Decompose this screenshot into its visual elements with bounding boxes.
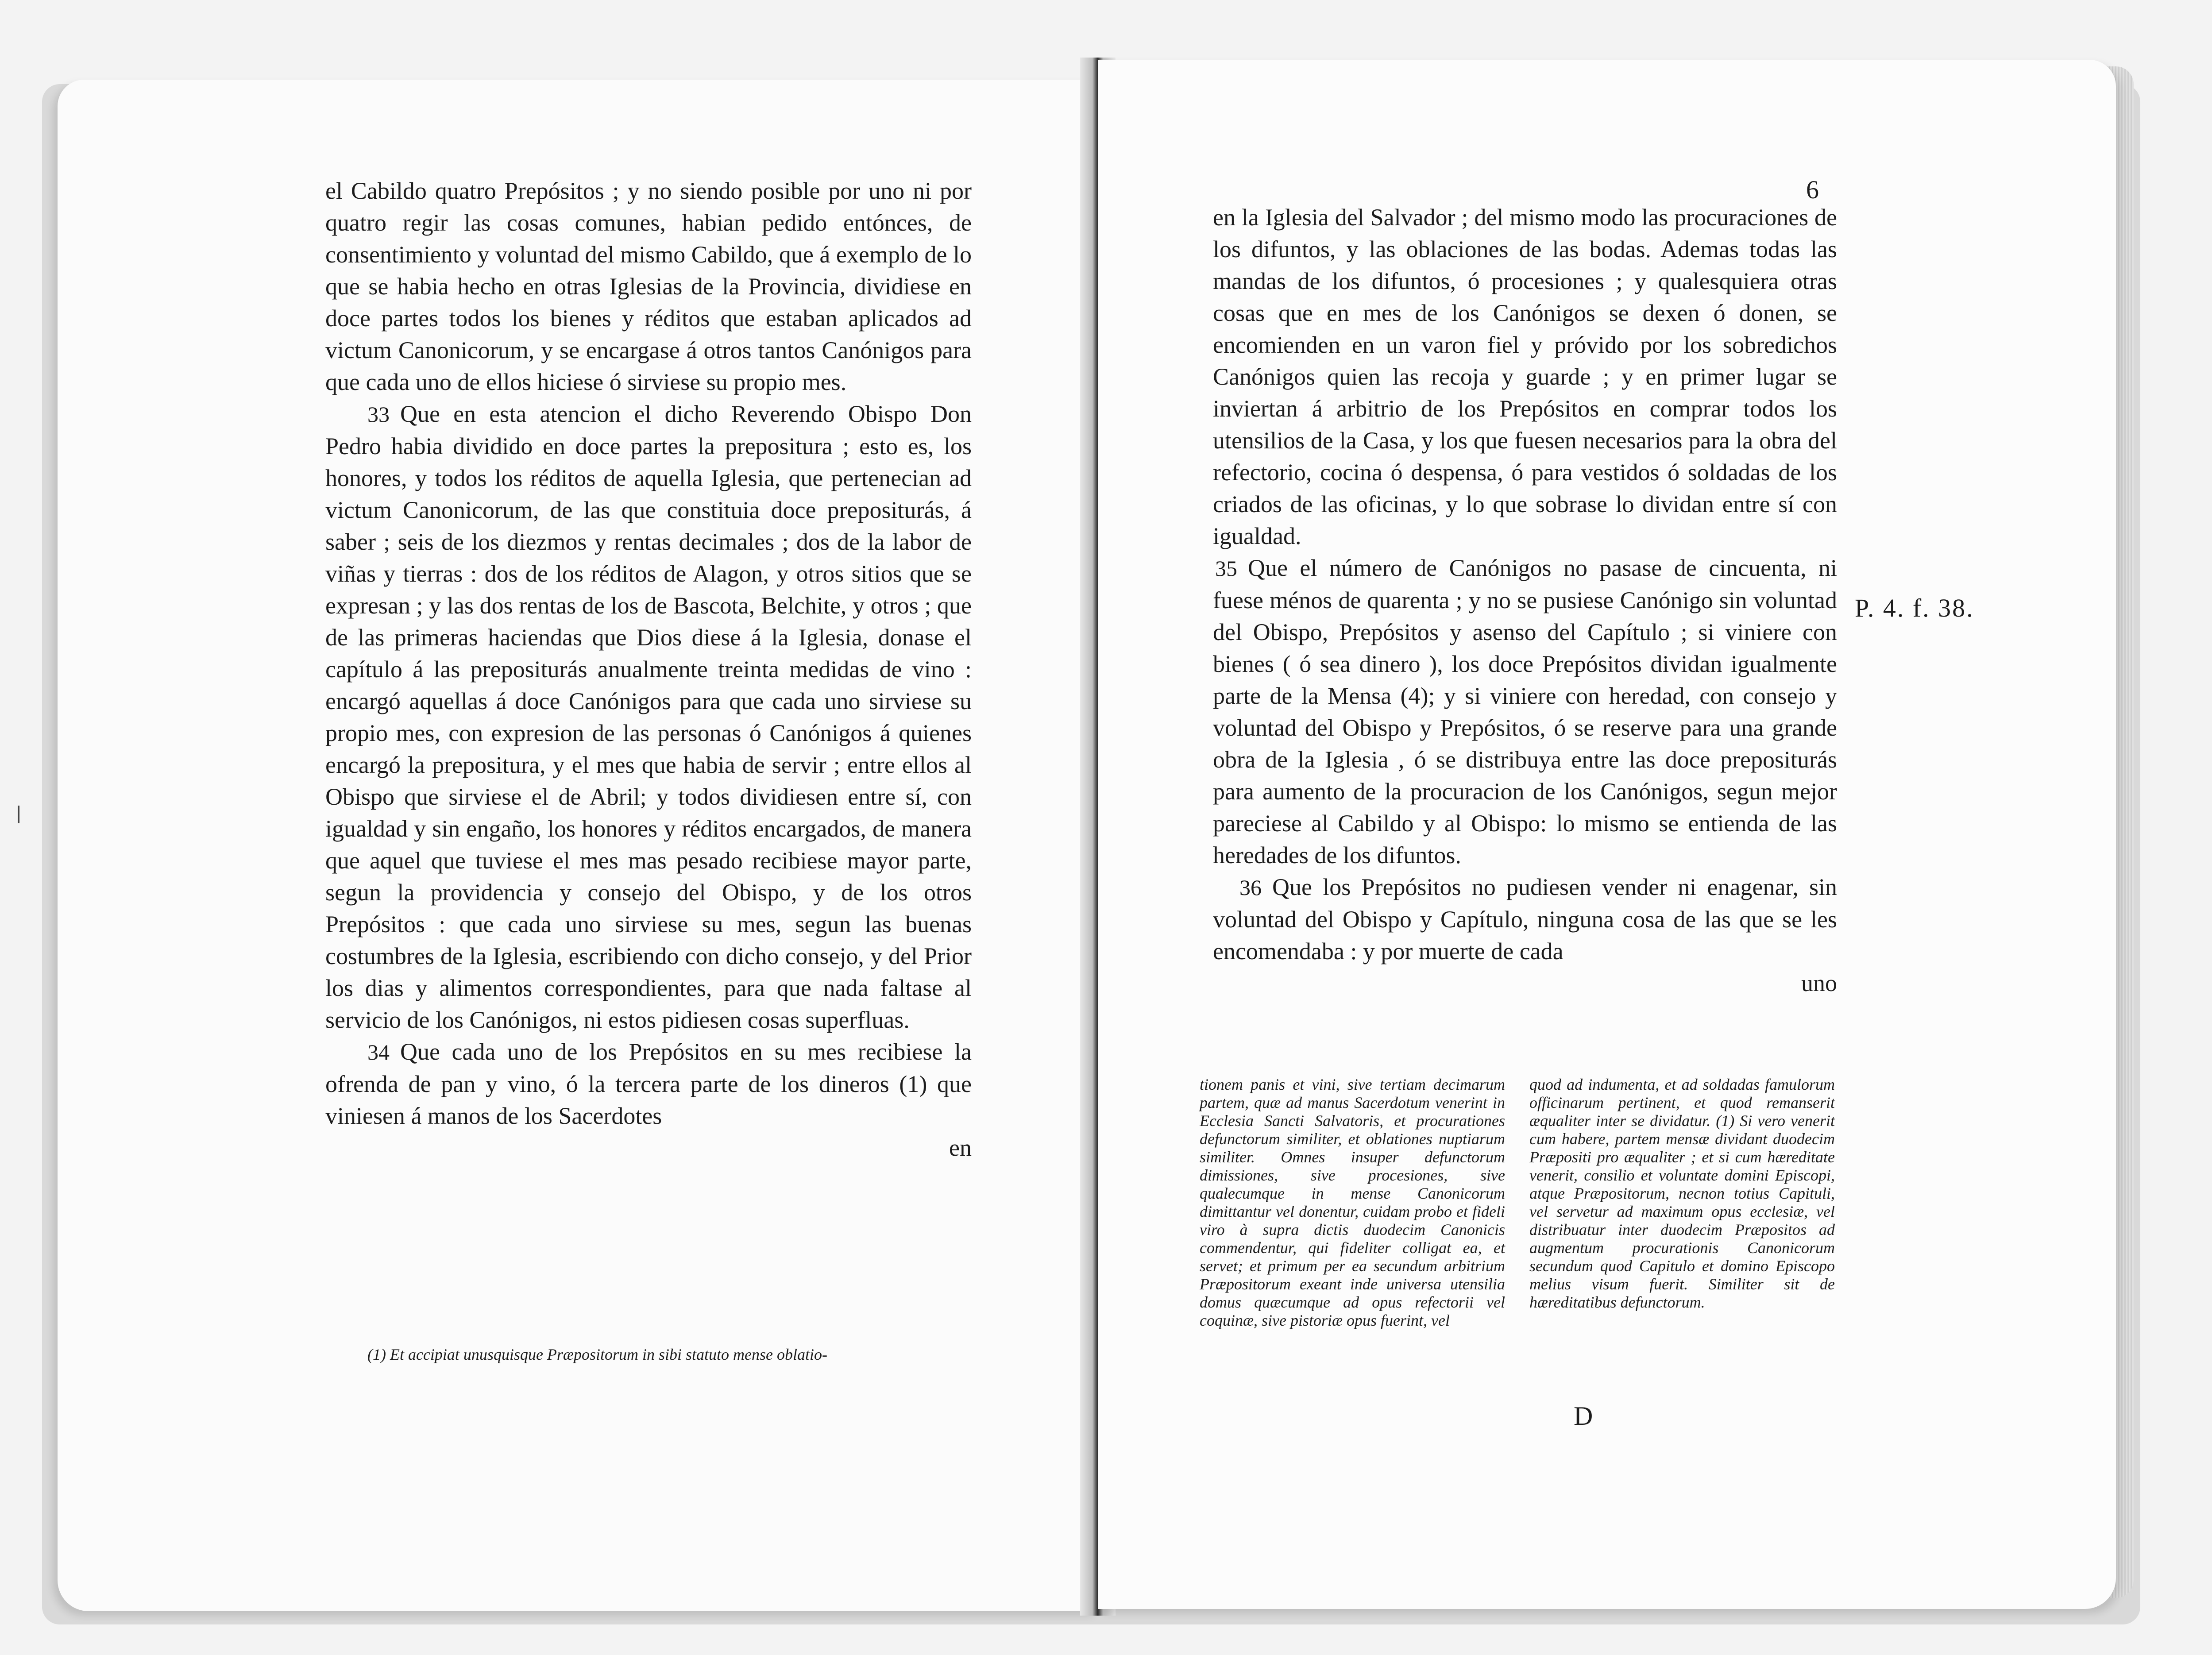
left-main-text (325, 175, 972, 1164)
page-number: 6 (1806, 175, 1819, 204)
right-continuation-paragraph: en la Iglesia del Salvador ; del mismo modo las procuraciones de los difuntos, y las oblaciones de las bodas. Ademas todas las mandas de los difuntos, ó procesiones ; y qualesquiera otras cosas que en mes de los Canónigos se dexen ó donen, se encomienden en un varon fiel y próvido por los sobredichos Canónigos quien las recoja y guarde ; y en primer lugar se inviertan á arbitrio de los Prepósitos en comprar todos los utensilios de la Casa, y los que fuesen necesarios para la obra del refectorio, cocina ó despensa, ó para vestidos ó soldadas de los criados de las oficinas, y lo que sobrase lo dividan entre sí con igualdad. (1213, 204, 1837, 549)
signature-mark: D (1574, 1401, 1595, 1431)
paragraph-36 (1213, 871, 1837, 967)
left-catchword: en (949, 1134, 972, 1161)
paragraph-33-text: Que en esta atencion el dicho Reverendo Obispo Don Pedro habia dividido en doce partes la prepositura ; esto es, los honores, y todos los réditos de aquella Iglesia, que pertenecian ad victum Canonicorum, de las que constituia doce prepositurás, á saber ; seis de los diezmos y rentas decimales ; dos de la labor de viñas y tierras : dos de los réditos de Alagon, y otros sitios que se expresan ; y las dos rentas de los de Bascota, Belchite, y otros ; que de las primeras haciendas que Dios diese á la Iglesia, donase el capítulo á las prepositurás anualmente treinta medidas de vino : encargó aquellas á doce Canónigos para que cada uno sirviese su propio mes, con expresion de las personas ó Canónigos á quienes encargó la prepositura, y el mes que habia de servir ; entre ellos al Obispo que sirviese el de Abril; y todos dividiesen entre sí, con igualdad y sin engaño, los honores y réditos encargados, de manera que aquel que tuviese el mes mas pesado recibiese mayor parte, segun la providencia y consejo del Obispo, y de los otros Prepósitos : que cada uno sirviese su mes, segun las buenas costumbres de la Iglesia, escribiendo con dicho consejo, y del Prior los dias y alimentos correspondientes, para que nada faltase al servicio de los Canónigos, ni estos pidiesen cosas superfluas. (325, 401, 972, 1033)
left-intro-paragraph: el Cabildo quatro Prepósitos ; y no siendo posible por uno ni por quatro regir las cosas comunes, habian pedido entónces, de consentimiento y voluntad del mismo Cabildo, que á exemplo de lo que se habia hecho en otras Iglesias de la Provincia, dividiese en doce partes todos los bienes y réditos que estaban aplicados ad victum Canonicorum, y se encargase á otros tantos Canónigos para que cada uno de ellos hiciese ó sirviese su propio mes. (325, 177, 972, 395)
right-footnote-column-1: tionem panis et vini, sive tertiam decimarum partem, quæ ad manus Sacerdotum venerint in Ecclesia Sancti Salvatoris, et procurationes defunctorum similiter, et oblationes nuptiarum similiter. Omnes insuper defunctorum dimissiones, sive procesiones, sive qualecumque in mense Canonicorum dimittantur vel donentur, cuidam probo et fideli viro à supra dictis duodecim Canonicis commendentur, qui fideliter colligat ea, et servet; et primum per ea secundum arbitrium Præpositorum exeant inde universa utensilia domus quæcumque ad opus refectorii vel coquinæ, sive pistoriæ opus fuerint, vel (1200, 1076, 1505, 1329)
paragraph-36-text: Que los Prepósitos no pudiesen vender ni enagenar, sin voluntad del Obispo y Capítulo, ninguna cosa de las que se les encomendaba : y por muerte de cada (1213, 874, 1837, 964)
left-page-text (325, 175, 972, 1164)
stray-mark (18, 806, 19, 823)
paragraph-35-text: Que el número de Canónigos no pasase de cincuenta, ni fuese ménos de quarenta ; y no se pusiese Canónigo sin voluntad del Obispo, Prepósitos y asenso del Capítulo ; si viniere con bienes ( ó sea dinero ), los doce Prepósitos dividan igualmente parte de la Mensa (4); y si viniere con heredad, con consejo y voluntad del Obispo y Prepósitos, ó se reserve para una grande obra de la Iglesia , ó se distribuya entre las doce prepositurás para aumento de la procuracion de los Canónigos, segun mejor pareciese al Cabildo y al Obispo: lo mismo se entienda de las heredades de los difuntos. (1213, 555, 1837, 868)
right-page-text (1213, 201, 1837, 999)
paragraph-number-36: 36 (1239, 875, 1262, 900)
right-main-text (1213, 201, 1837, 999)
left-footnote: (1) Et accipiat unusquisque Præpositorum in sibi statuto mense oblatio- (367, 1346, 827, 1363)
right-footnote-column-2: quod ad indumenta, et ad soldadas famulorum officinarum pertinent, et quod remanserit æqualiter inter se dividatur. (1) Si vero venerit cum habere, partem mensæ dividant duodecim Præpositi pro æqualiter ; et si cum hæreditate venerit, consilio et voluntate domini Episcopi, atque Præpositorum, necnon totius Capituli, vel servetur ad maximum opus ecclesiæ, vel distribuatur inter duodecim Præpositos ad augmentum procurationis Canonicorum secundum quod Capitulo et domino Episcopo melius visum fuerit. Similiter sit de hæreditatibus defunctorum. (1529, 1076, 1835, 1311)
paragraph-number-33: 33 (367, 402, 390, 427)
paragraph-35 (1213, 552, 1837, 871)
paragraph-34-text: Que cada uno de los Prepósitos en su mes recibiese la ofrenda de pan y vino, ó la tercera parte de los dineros (1) que viniesen á manos de los Sacerdotes (325, 1038, 972, 1129)
margin-note: P. 4. f. 38. (1855, 594, 1974, 622)
paragraph-number-34: 34 (367, 1040, 390, 1065)
paragraph-number-35: 35 (1215, 556, 1237, 581)
paragraph-33 (325, 398, 972, 1036)
right-catchword: uno (1801, 970, 1837, 996)
paragraph-34 (325, 1036, 972, 1132)
